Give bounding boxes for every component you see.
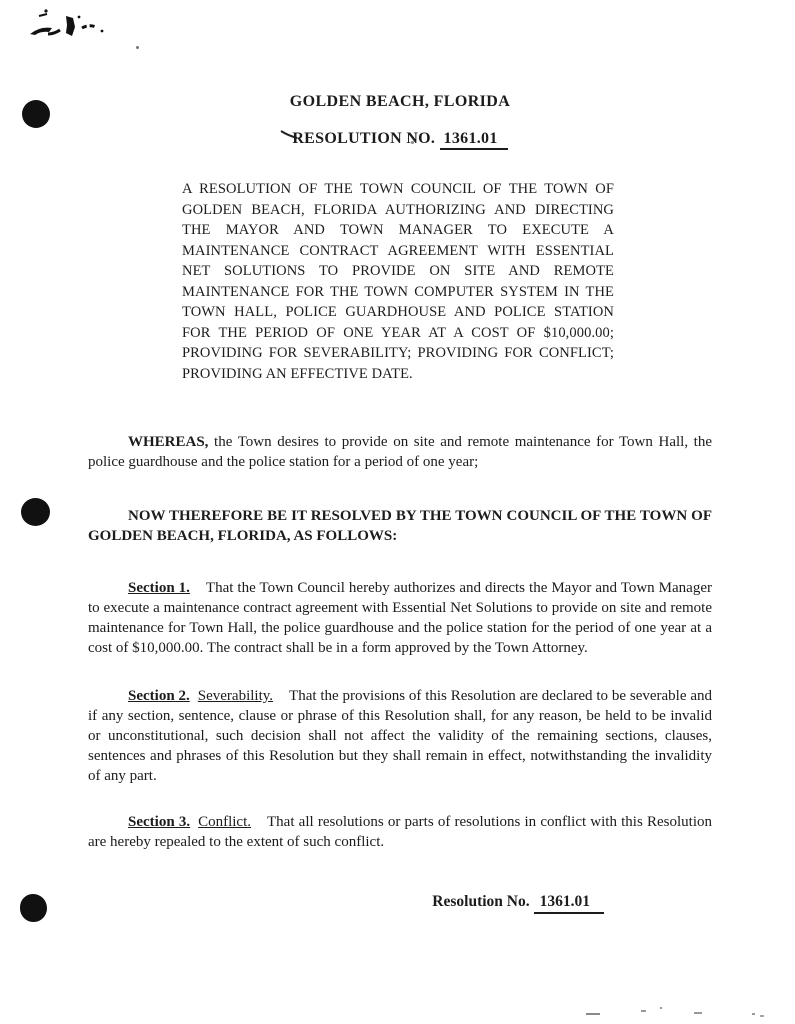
scan-speck <box>660 1007 662 1009</box>
hole-punch-mark <box>22 100 50 128</box>
whereas-clause <box>88 432 712 472</box>
footer-resolution-number: 1361.01 <box>534 893 604 914</box>
scan-speck <box>694 1012 702 1014</box>
section-1-label: Section 1. <box>128 580 190 596</box>
resolved-clause: NOW THEREFORE BE IT RESOLVED BY THE TOWN COUNCIL OF THE TOWN OF GOLDEN BEACH, FLORIDA, AS FOLLOWS: <box>88 508 712 544</box>
document-header <box>88 92 712 149</box>
whereas-lead: WHEREAS, <box>128 434 209 450</box>
section-2-text: That the provisions of this Resolution are declared to be severable and if any section, sentence, clause or phrase of this Resolution shall, for any reason, be held to be invalid or unconstitutional, such decision shall not affect the validity of the remaining sections, clauses, sentences and phrases of this Resolution but they shall remain in effect, notwithstanding the invalidity of any part. <box>88 688 712 784</box>
resolution-label: RESOLUTION NO. <box>292 130 436 147</box>
section-1-paragraph <box>88 578 712 658</box>
footer-resolution-label: Resolution No. <box>432 893 530 910</box>
section-3-paragraph <box>88 812 712 852</box>
page-footer-resolution-number <box>88 892 712 912</box>
hole-punch-mark <box>20 894 47 922</box>
section-2-paragraph <box>88 686 712 786</box>
resolution-number-line <box>88 129 712 149</box>
scan-speck <box>641 1010 646 1012</box>
resolution-caption: A RESOLUTION OF THE TOWN COUNCIL OF THE TOWN OF GOLDEN BEACH, FLORIDA AUTHORIZING AND DIRECTING THE MAYOR AND TOWN MANAGER TO EXECUTE A MAINTENANCE CONTRACT AGREEMENT WITH ESSENTIAL NET SOLUTIONS TO PROVIDE ON SITE AND REMOTE MAINTENANCE FOR THE TOWN COMPUTER SYSTEM IN THE TOWN HALL, POLICE GUARDHOUSE AND POLICE STATION FOR THE PERIOD OF ONE YEAR AT A COST OF $10,000.00; PROVIDING FOR SEVERABILITY; PROVIDING FOR CONFLICT; PROVIDING AN EFFECTIVE DATE. <box>182 181 614 382</box>
section-2-label: Section 2. <box>128 688 190 704</box>
scan-speck <box>760 1015 764 1017</box>
scan-speck <box>752 1013 755 1015</box>
document-title: GOLDEN BEACH, FLORIDA <box>289 93 511 110</box>
section-3-subtitle: Conflict. <box>198 814 252 830</box>
document-body <box>88 0 712 912</box>
section-2-subtitle: Severability. <box>197 688 274 704</box>
section-3-label: Section 3. <box>128 814 191 830</box>
section-1-text: That the Town Council hereby authorizes and directs the Mayor and Town Manager to execute a maintenance contract agreement with Essential Net Solutions to provide on site and remote maintenance for Town Hall, the police guardhouse and the police station for the period of one year at a cost of $10,000.00. The contract shall be in a form approved by the Town Attorney. <box>88 580 712 656</box>
hole-punch-mark <box>21 498 50 526</box>
scan-speck <box>586 1013 600 1015</box>
resolution-number: 1361.01 <box>440 130 508 150</box>
whereas-text: the Town desires to provide on site and remote maintenance for Town Hall, the police guardhouse and the police station for a period of one year; <box>88 434 712 470</box>
section-3-text: That all resolutions or parts of resolutions in conflict with this Resolution are hereby repealed to the extent of such conflict. <box>88 814 712 850</box>
